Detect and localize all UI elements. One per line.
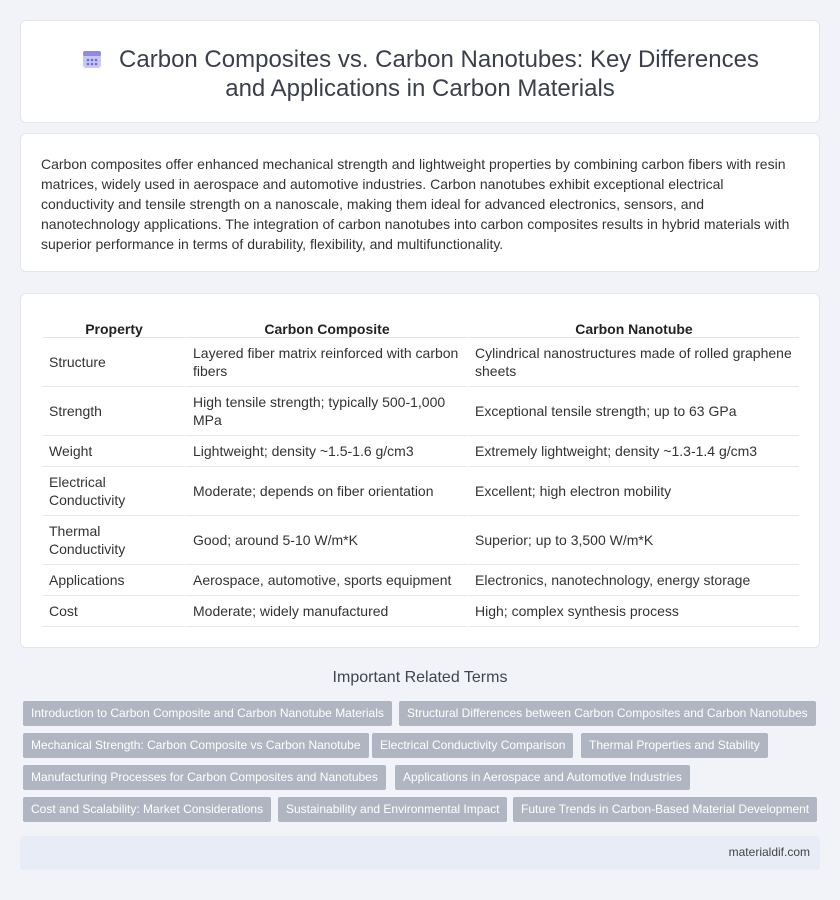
related-term-tag[interactable]: Future Trends in Carbon-Based Material Development: [513, 797, 817, 822]
header-carbon-composite: Carbon Composite: [185, 314, 467, 338]
row-nanotube: High; complex synthesis process: [467, 596, 799, 627]
row-nanotube: Cylindrical nanostructures made of rolled graphene sheets: [467, 338, 799, 387]
row-property: Structure: [43, 338, 185, 387]
related-term-tag[interactable]: Structural Differences between Carbon Composites and Carbon Nanotubes: [399, 701, 816, 726]
page-title-text: Carbon Composites vs. Carbon Nanotubes: Key Differences and Applications in Carbon Materials: [119, 46, 759, 102]
table-row: [43, 565, 799, 596]
row-composite: Moderate; widely manufactured: [185, 596, 467, 627]
row-property: Strength: [43, 387, 185, 436]
related-term-tag[interactable]: Thermal Properties and Stability: [581, 733, 768, 758]
related-term-tag[interactable]: Electrical Conductivity Comparison: [372, 733, 573, 758]
comparison-table: [43, 314, 799, 627]
row-composite: Lightweight; density ~1.5-1.6 g/cm3: [185, 436, 467, 467]
related-term-tag[interactable]: Manufacturing Processes for Carbon Composites and Nanotubes: [23, 765, 386, 790]
document-grid-icon: [81, 48, 103, 70]
row-composite: Moderate; depends on fiber orientation: [185, 467, 467, 516]
row-composite: Layered fiber matrix reinforced with carbon fibers: [185, 338, 467, 387]
row-property: Thermal Conductivity: [43, 516, 185, 565]
related-term-tag[interactable]: Sustainability and Environmental Impact: [278, 797, 507, 822]
table-row: [43, 338, 799, 387]
table-row: [43, 467, 799, 516]
related-terms-title: Important Related Terms: [332, 669, 508, 686]
table-row: [43, 387, 799, 436]
footer-bar: [20, 836, 820, 870]
table-row: [43, 596, 799, 627]
row-composite: High tensile strength; typically 500-1,000 MPa: [185, 387, 467, 436]
header-carbon-nanotube: Carbon Nanotube: [467, 314, 799, 338]
table-row: [43, 516, 799, 565]
related-term-tag[interactable]: Mechanical Strength: Carbon Composite vs Carbon Nanotube: [23, 733, 369, 758]
row-nanotube: Superior; up to 3,500 W/m*K: [467, 516, 799, 565]
row-property: Applications: [43, 565, 185, 596]
header-property: Property: [43, 314, 185, 338]
comparison-card: [20, 293, 820, 648]
row-property: Cost: [43, 596, 185, 627]
intro-card: [20, 133, 820, 272]
related-term-tag[interactable]: Applications in Aerospace and Automotive Industries: [395, 765, 690, 790]
row-property: Electrical Conductivity: [43, 467, 185, 516]
row-nanotube: Exceptional tensile strength; up to 63 GPa: [467, 387, 799, 436]
footer-site-link[interactable]: materialdif.com: [728, 845, 810, 859]
row-composite: Good; around 5-10 W/m*K: [185, 516, 467, 565]
row-nanotube: Excellent; high electron mobility: [467, 467, 799, 516]
table-row: [43, 436, 799, 467]
row-nanotube: Electronics, nanotechnology, energy storage: [467, 565, 799, 596]
row-property: Weight: [43, 436, 185, 467]
related-term-tag[interactable]: Introduction to Carbon Composite and Carbon Nanotube Materials: [23, 701, 392, 726]
page-title: [21, 45, 819, 103]
header-card: [20, 20, 820, 123]
intro-paragraph: Carbon composites offer enhanced mechanical strength and lightweight properties by combining carbon fibers with resin matrices, widely used in aerospace and automotive industries. Carbon nanotubes exhibit exceptional electrical conductivity and tensile strength on a nanoscale, making them ideal for advanced electronics, sensors, and nanotechnology applications. The integration of carbon nanotubes into carbon composites results in hybrid materials with superior performance in terms of durability, flexibility, and multifunctionality.: [41, 156, 790, 252]
row-composite: Aerospace, automotive, sports equipment: [185, 565, 467, 596]
row-nanotube: Extremely lightweight; density ~1.3-1.4 g/cm3: [467, 436, 799, 467]
related-term-tag[interactable]: Cost and Scalability: Market Considerations: [23, 797, 271, 822]
